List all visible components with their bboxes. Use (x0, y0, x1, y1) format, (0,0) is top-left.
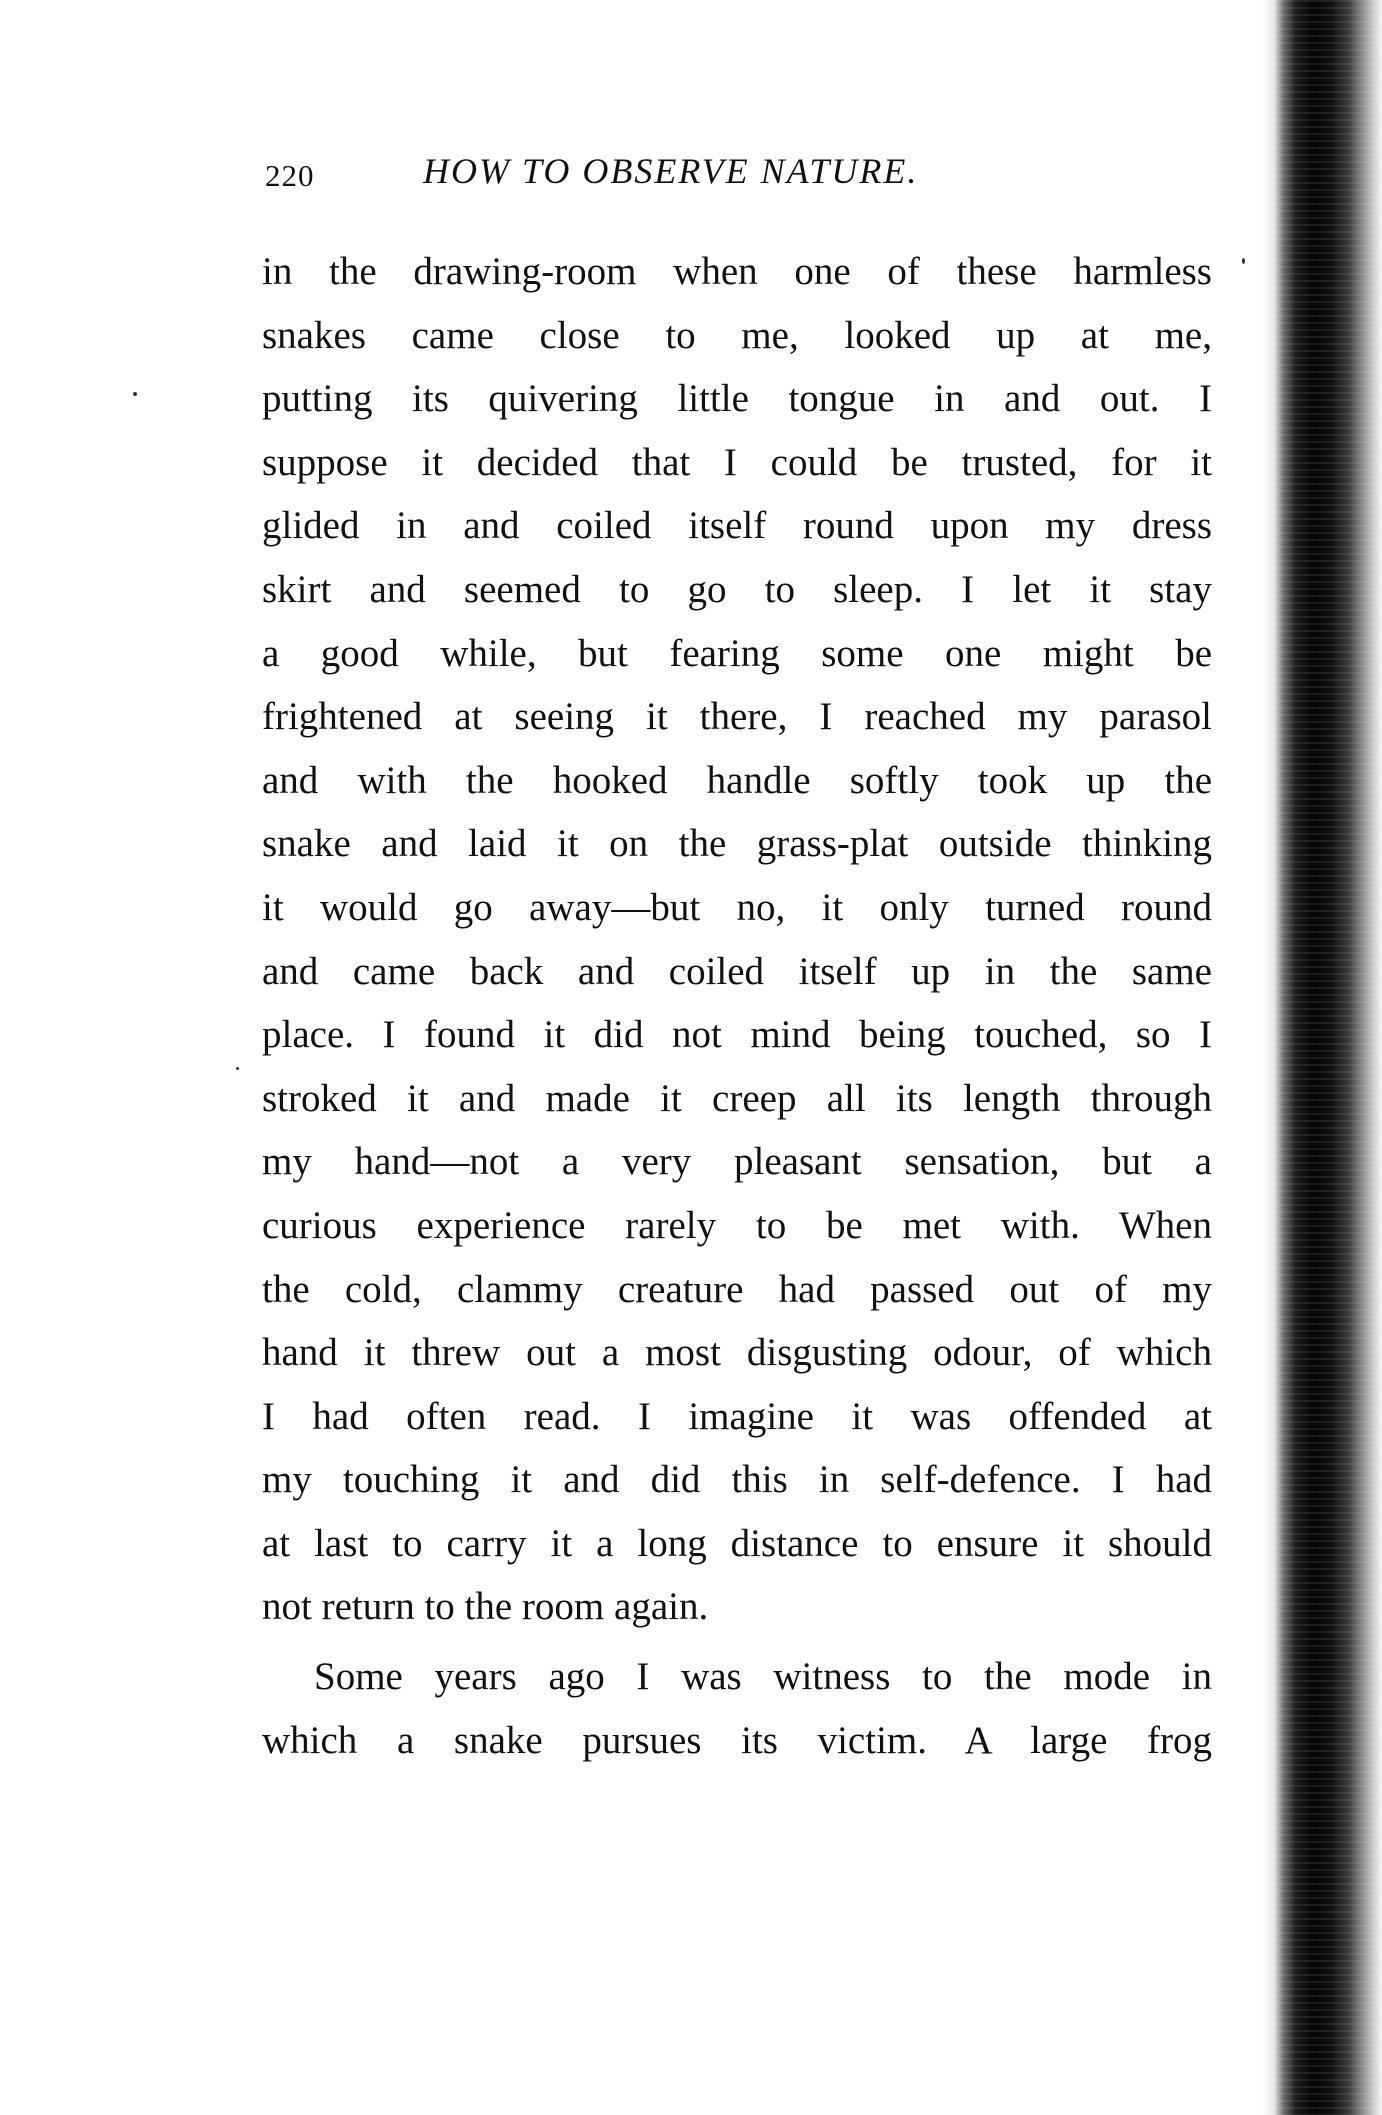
scanned-binding-edge (1262, 0, 1382, 2115)
paragraph-2 (262, 1645, 1212, 1772)
text-line: glided in and coiled itself round upon my dress (262, 504, 1212, 548)
text-line: frightened at seeing it there, I reached my parasol (262, 695, 1212, 739)
text-line: my touching it and did this in self-defence. I had (262, 1458, 1212, 1502)
text-line: which a snake pursues its victim. A large frog (262, 1718, 1212, 1762)
page-number: 220 (265, 158, 315, 193)
text-line: snakes came close to me, looked up at me, (262, 313, 1212, 357)
paragraph-1 (262, 240, 1212, 1639)
scan-speck (1242, 258, 1245, 264)
text-line: snake and laid it on the grass-plat outside thinking (262, 822, 1212, 866)
text-line: at last to carry it a long distance to ensure it should (262, 1521, 1212, 1565)
text-line: skirt and seemed to go to sleep. I let it stay (262, 567, 1212, 611)
running-head-title: HOW TO OBSERVE NATURE. (423, 151, 919, 191)
text-line: and with the hooked handle softly took up the (262, 758, 1212, 802)
text-line: my hand—not a very pleasant sensation, but a (262, 1140, 1212, 1184)
text-line: hand it threw out a most disgusting odour, of which (262, 1331, 1212, 1375)
text-line: curious experience rarely to be met with. When (262, 1203, 1212, 1247)
text-line: I had often read. I imagine it was offended at (262, 1394, 1212, 1438)
body-text (262, 240, 1212, 1772)
text-line: stroked it and made it creep all its length through (262, 1076, 1212, 1120)
text-line: and came back and coiled itself up in the same (262, 949, 1212, 993)
binding-edge-texture (1262, 0, 1382, 2115)
text-line: it would go away—but no, it only turned round (262, 885, 1212, 929)
text-line: suppose it decided that I could be trusted, for it (262, 440, 1212, 484)
text-line: in the drawing-room when one of these harmless (262, 250, 1212, 293)
text-line: not return to the room again. (262, 1585, 709, 1629)
text-line: a good while, but fearing some one might be (262, 631, 1212, 675)
running-head (265, 150, 1225, 200)
scan-speck (133, 392, 137, 396)
text-line: place. I found it did not mind being touched, so I (262, 1013, 1212, 1057)
text-line: the cold, clammy creature had passed out of my (262, 1267, 1212, 1311)
scan-speck (236, 1067, 239, 1070)
text-line: Some years ago I was witness to the mode in (314, 1655, 1212, 1699)
text-line: putting its quivering little tongue in and out. I (262, 377, 1212, 421)
